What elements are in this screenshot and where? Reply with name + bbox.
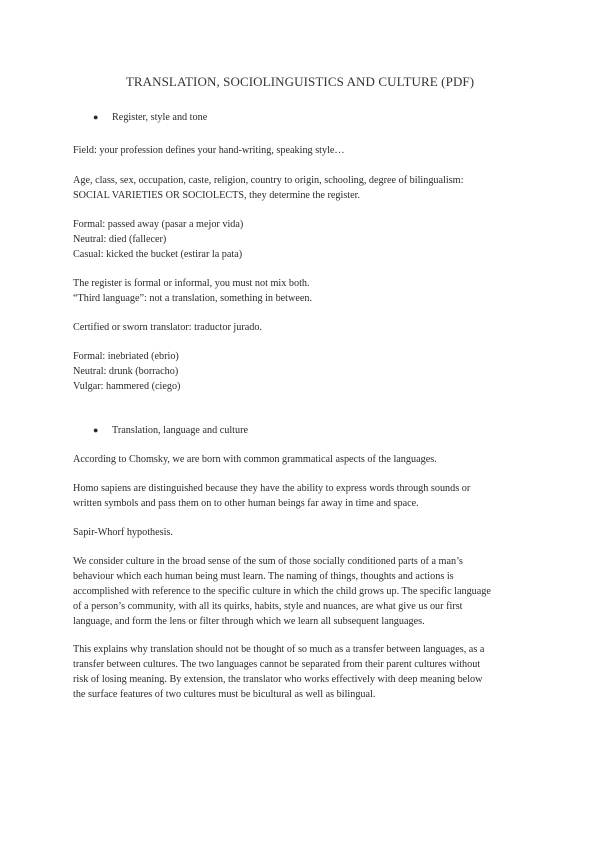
text-line: According to Chomsky, we are born with common grammatical aspects of the languages. [73,454,437,465]
text-line: Field: your profession defines your hand-writing, speaking style… [73,145,345,156]
text-line: “Third language”: not a translation, something in between. [73,293,313,304]
text-line: language, and form the lens or filter through which we learn all subsequent languages. [73,616,425,627]
text-line: behaviour which each human being must learn. The naming of things, thoughts and actions is [73,571,454,582]
example-neutral: Neutral: drunk (borracho) [73,366,179,377]
page-title: TRANSLATION, SOCIOLINGUISTICS AND CULTURE (PDF) [125,74,475,89]
text-line: written symbols and pass them on to other human beings far away in time and space. [73,498,419,509]
paragraph-explains [73,642,533,702]
drunk-examples [73,349,533,394]
text-line: accomplished with reference to the specific culture in which the child grows up. The specific language [73,586,491,597]
paragraph-field [73,143,533,158]
text-line: SOCIAL VARIETIES OR SOCIOLECTS, they determine the register. [73,190,361,201]
paragraph-certified [73,320,533,335]
example-vulgar: Vulgar: hammered (ciego) [73,381,181,392]
text-line: Certified or sworn translator: traductor jurado. [73,322,262,333]
text-line: Sapir-Whorf hypothesis. [73,527,173,538]
bullet-text: Register, style and tone [112,112,208,123]
text-line: The register is formal or informal, you must not mix both. [73,278,310,289]
bullet-dot-icon: ● [93,425,99,435]
text-line: risk of losing meaning. By extension, the translator who works effectively with deep meaning below [73,674,483,685]
paragraph-homo-sapiens [73,481,533,511]
text-line: Homo sapiens are distinguished because they have the ability to express words through sounds or [73,483,471,494]
text-line: This explains why translation should not be thought of so much as a transfer between languages, as a [73,644,485,655]
text-line: We consider culture in the broad sense of the sum of those socially conditioned parts of a man’s [73,556,463,567]
bullet-text: Translation, language and culture [112,425,248,436]
example-formal: Formal: passed away (pasar a mejor vida) [73,219,244,230]
example-casual: Casual: kicked the bucket (estirar la pata) [73,249,243,260]
paragraph-culture [73,554,533,629]
text-line: Age, class, sex, occupation, caste, religion, country to origin, schooling, degree of bilingualism: [73,175,464,186]
register-examples [73,217,533,262]
paragraph-sapir [73,525,533,540]
paragraph-chomsky [73,452,533,467]
example-formal: Formal: inebriated (ebrio) [73,351,179,362]
text-line: of a person’s community, with all its quirks, habits, style and nuances, are what give us our first [73,601,463,612]
paragraph-mix [73,276,533,306]
text-line: the surface features of two cultures must be bicultural as well as bilingual. [73,689,376,700]
text-line: transfer between cultures. The two languages cannot be separated from their parent cultures without [73,659,481,670]
paragraph-age [73,173,533,203]
bullet-dot-icon: ● [93,112,99,122]
example-neutral: Neutral: died (fallecer) [73,234,167,245]
